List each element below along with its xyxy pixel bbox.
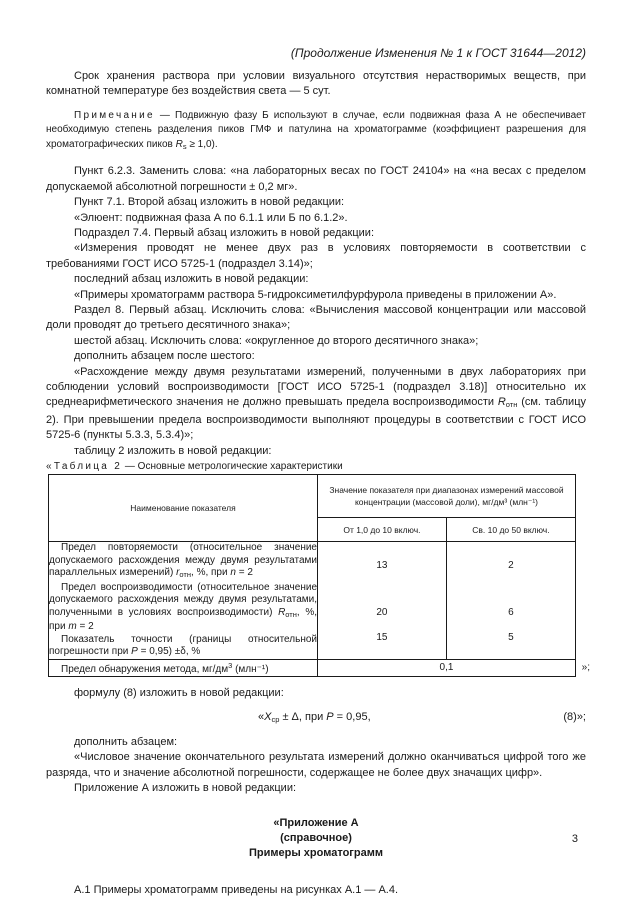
running-header: (Продолжение Изменения № 1 к ГОСТ 31644—2012) bbox=[290, 46, 586, 60]
row1-symbol-sub: отн bbox=[179, 570, 192, 580]
value-r-col2: 2 bbox=[508, 560, 514, 572]
quote-text-1: «Расхождение между двумя результатами измерений, полученными в двух лабораториях при соблюдении условий воспроизводимости [ГОСТ ИСО 5725-1 (подраздел 3.18)] относительно их среднеарифметического значения не должно превышать предела воспроизводимости bbox=[46, 365, 586, 409]
row2-text-b: , %, при bbox=[49, 606, 317, 633]
value-r-col1: 13 bbox=[376, 560, 388, 572]
clause-7-1-text: «Элюент: подвижная фаза А по 6.1.1 или Б по 6.1.2». bbox=[74, 211, 348, 224]
document-body bbox=[46, 69, 590, 899]
subsection-7-4-last-text: «Примеры хроматограмм раствора 5-гидроксиметилфурфурола приведены в приложении А». bbox=[74, 288, 557, 301]
row2-symbol: R bbox=[278, 606, 286, 618]
lod-value-cell: 0,1 bbox=[318, 659, 576, 677]
storage-paragraph: Срок хранения раствора при условии визуального отсутствия нерастворимых веществ, при комнатной температуре без воздействия света — 5 сут. bbox=[46, 70, 586, 98]
section-8-add: дополнить абзацем после шестого: bbox=[74, 350, 255, 363]
row1-text-b: , %, при bbox=[191, 567, 231, 579]
formula-x-sub: ср bbox=[271, 714, 280, 724]
head-name-cell: Наименование показателя bbox=[49, 475, 318, 542]
table-body-row bbox=[49, 542, 576, 660]
row1-n: n bbox=[230, 567, 236, 579]
subsection-7-4: Подраздел 7.4. Первый абзац изложить в новой редакции: bbox=[74, 226, 374, 239]
table-caption-text: — Основные метрологические характеристики bbox=[122, 461, 343, 473]
note-text-1: — Подвижную фазу Б используют в случае, если подвижная фаза А не обеспечивает необходимую степень разделения пиков ГМФ и патулина на хроматограмме (коэффициент разрешения для хроматографических пиков bbox=[46, 109, 586, 150]
section-8-sixth: шестой абзац. Исключить слова: «округленное до второго десятичного знака»; bbox=[74, 334, 479, 347]
add-paragraph-instruction: дополнить абзацем: bbox=[74, 735, 178, 748]
row-repeatability bbox=[49, 542, 317, 582]
lod-label-cell bbox=[49, 659, 318, 677]
head-col2-cell: Св. 10 до 50 включ. bbox=[446, 518, 575, 542]
lod-label-sup: 3 bbox=[228, 660, 233, 670]
appendix-title: «Приложение А bbox=[273, 817, 359, 830]
formula-tail: = 0,95, bbox=[333, 710, 371, 723]
quote-symbol: R bbox=[497, 396, 506, 409]
metrology-table bbox=[48, 474, 576, 677]
row2-symbol-sub: отн bbox=[285, 609, 297, 619]
appendix-a1-sentence: А.1 Примеры хроматограмм приведены на рисунках А.1 — А.4. bbox=[74, 884, 399, 897]
formula-x: X bbox=[264, 710, 272, 723]
appendix-heading: Примеры хроматограмм bbox=[249, 847, 383, 860]
table-caption-label: «Таблица 2 bbox=[46, 461, 123, 473]
formula-number: (8)»; bbox=[563, 710, 586, 723]
table-closing-quote: »; bbox=[581, 662, 590, 674]
note-text-2: ≥ 1,0). bbox=[186, 138, 218, 150]
formula-p: P bbox=[326, 710, 334, 723]
note-label: Примечание bbox=[74, 109, 155, 121]
page-number: 3 bbox=[571, 833, 578, 845]
row1-symbol: r bbox=[176, 567, 180, 579]
row2-text-c: = 2 bbox=[76, 621, 94, 633]
clause-7-1: Пункт 7.1. Второй абзац изложить в новой редакции: bbox=[74, 196, 345, 209]
rounding-rule-quote: «Числовое значение окончательного результата измерений должно оканчиваться цифрой того же разряда, что и значение абсолютной погрешности, содержащее не более двух значащих цифр». bbox=[46, 751, 586, 779]
table-caption bbox=[46, 459, 586, 474]
values-col1-cell bbox=[318, 542, 447, 660]
clause-6-2-3: Пункт 6.2.3. Заменить слова: «на лабораторных весах по ГОСТ 24104» на «на весах с пределом допускаемой абсолютной погрешности ± 0,2 мг». bbox=[46, 165, 586, 193]
quote-text-2: (см. таблицу 2). При превышении предела воспроизводимости выполняют процедуры в соответствии с ГОСТ ИСО 5725-6 (пункты 5.3.3, 5.3.4)»; bbox=[46, 396, 586, 442]
table-wrapper bbox=[46, 474, 590, 677]
section-8-quote bbox=[46, 365, 586, 444]
row3-text-b: = 0,95) ±δ, % bbox=[137, 646, 201, 658]
row-accuracy bbox=[49, 634, 317, 659]
row3-text-a: Показатель точности (границы относительной погрешности при bbox=[49, 633, 317, 658]
row1-text-c: = 2 bbox=[235, 567, 253, 579]
formula-mid: ± Δ, при bbox=[279, 710, 327, 723]
value-R-col1: 20 bbox=[376, 606, 388, 618]
formula-8 bbox=[46, 710, 586, 726]
quote-symbol-sub: отн bbox=[505, 400, 518, 410]
value-R-col2: 6 bbox=[508, 606, 514, 618]
indicator-names-cell bbox=[49, 542, 318, 660]
formula-open: « bbox=[258, 710, 265, 723]
lod-label-unit: (млн⁻¹) bbox=[232, 663, 269, 675]
subsection-7-4-text: «Измерения проводят не менее двух раз в условиях повторяемости в соответствии с требованиями ГОСТ ИСО 5725-1 (подраздел 3.14)»; bbox=[46, 242, 586, 270]
row2-m: m bbox=[68, 621, 77, 633]
note-paragraph bbox=[46, 109, 586, 155]
row-reproducibility bbox=[49, 582, 317, 634]
lod-label-text: Предел обнаружения метода, мг/дм bbox=[61, 663, 229, 675]
value-delta-col2: 5 bbox=[508, 632, 514, 644]
note-symbol-sub: s bbox=[182, 141, 187, 151]
appendix-subtitle: (справочное) bbox=[280, 832, 352, 845]
values-col2-cell bbox=[446, 542, 575, 660]
subsection-7-4-last: последний абзац изложить в новой редакции: bbox=[74, 273, 309, 286]
head-range-cell: Значение показателя при диапазонах измерений массовой концентрации (массовой доли), мг/дм³ (млн⁻¹) bbox=[318, 475, 576, 518]
appendix-instruction: Приложение А изложить в новой редакции: bbox=[74, 782, 297, 795]
row3-p: P bbox=[131, 646, 138, 658]
section-8: Раздел 8. Первый абзац. Исключить слова: «Вычисления массовой концентрации или массовой доли проводят до третьего десятичного знака»; bbox=[46, 303, 586, 332]
note-symbol: R bbox=[175, 138, 183, 150]
head-col1-cell: От 1,0 до 10 включ. bbox=[318, 518, 447, 542]
row2-text-a: Предел воспроизводимости (относительное значение допускаемого расхождения между двумя результатами, полученными в условиях воспроизводимости) bbox=[49, 581, 317, 618]
table-lod-row bbox=[49, 659, 576, 677]
row1-text-a: Предел повторяемости (относительное значение допускаемого расхождения между двумя результатами параллельных измерений) bbox=[49, 542, 317, 579]
value-delta-col1: 15 bbox=[376, 632, 388, 644]
table-head-row bbox=[49, 475, 576, 518]
formula-intro: формулу (8) изложить в новой редакции: bbox=[74, 687, 284, 700]
table-replace-instruction: таблицу 2 изложить в новой редакции: bbox=[74, 444, 272, 457]
formula-expression bbox=[258, 710, 371, 727]
